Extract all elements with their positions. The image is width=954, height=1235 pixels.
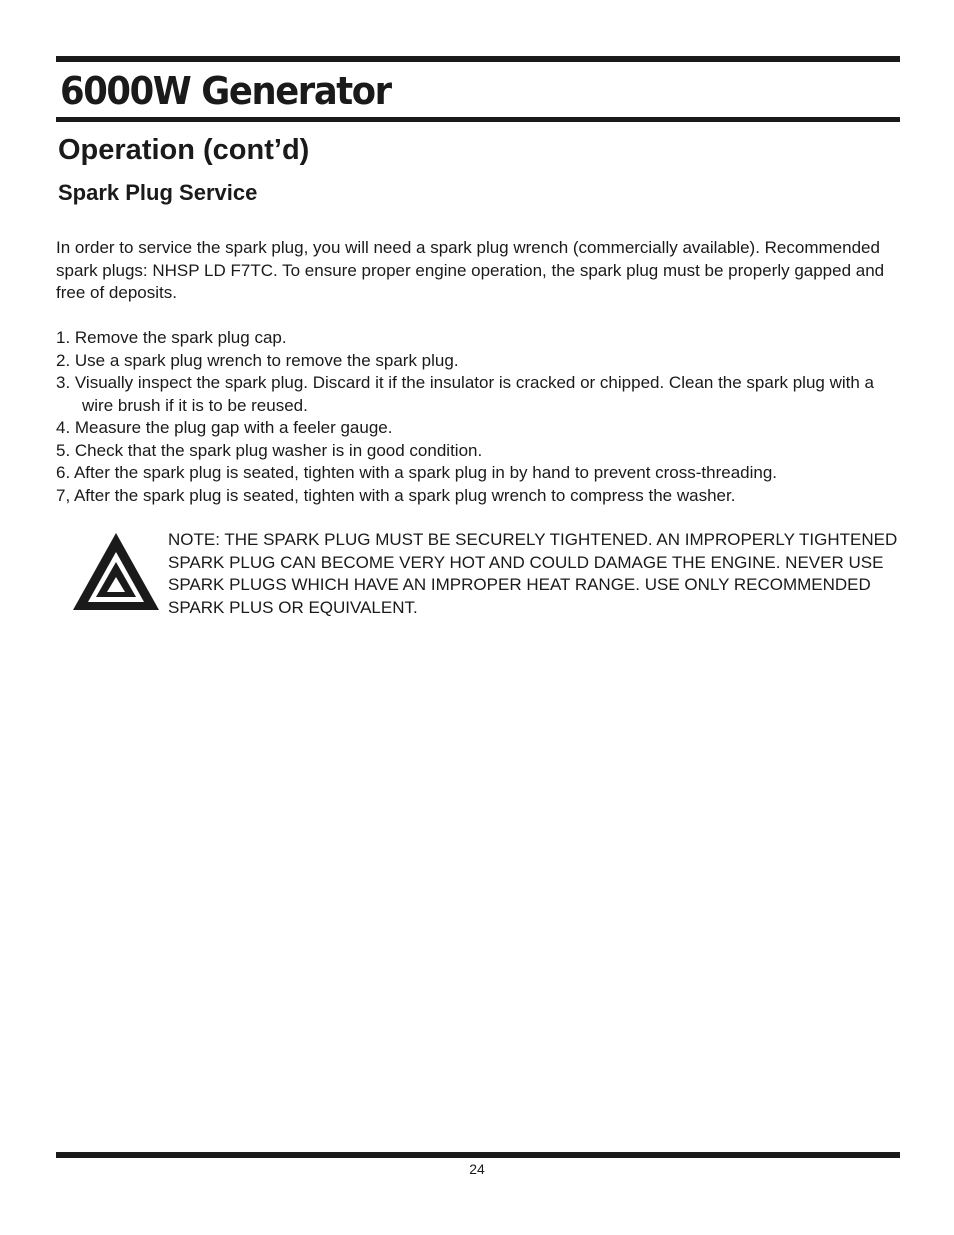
page-number: 24 [469,1161,485,1177]
steps-list [56,327,902,507]
warning-note: NOTE: THE SPARK PLUG MUST BE SECURELY TIGHTENED. AN IMPROPERLY TIGHTENED SPARK PLUG CAN BECOME VERY HOT AND COULD DAMAGE THE ENGINE. NEVER USE SPARK PLUGS WHICH HAVE AN IMPROPER HEAT RANGE. USE ONLY RECOMMENDED SPARK PLUS OR EQUIVALENT. [168,530,898,617]
list-item: 5. Check that the spark plug washer is in good condition. [56,440,483,460]
header-top-rule [56,56,900,62]
list-item: 6. After the spark plug is seated, tighten with a spark plug in by hand to prevent cross-threading. [56,463,778,482]
document-title: 6000W Generator [60,69,391,113]
intro-paragraph: In order to service the spark plug, you will need a spark plug wrench (commercially available). Recommended spark plugs: NHSP LD F7TC. To ensure proper engine operation, the spark plug must be properly gapped and free of deposits. [56,238,885,302]
list-item: 7, After the spark plug is seated, tighten with a spark plug wrench to compress the washer. [56,485,736,505]
list-item: 3. Visually inspect the spark plug. Discard it if the insulator is cracked or chipped. Clean the spark plug with a wire brush if it is to be reused. [56,373,874,415]
header-bottom-rule [56,117,900,122]
section-title: Operation (cont’d) [58,134,310,166]
list-item: 4. Measure the plug gap with a feeler gauge. [56,418,393,437]
list-item: 1. Remove the spark plug cap. [56,328,287,347]
warning-triangle-icon [72,532,160,612]
footer-rule [56,1152,900,1158]
subsection-title: Spark Plug Service [58,180,258,205]
list-item: 2. Use a spark plug wrench to remove the spark plug. [56,350,459,370]
